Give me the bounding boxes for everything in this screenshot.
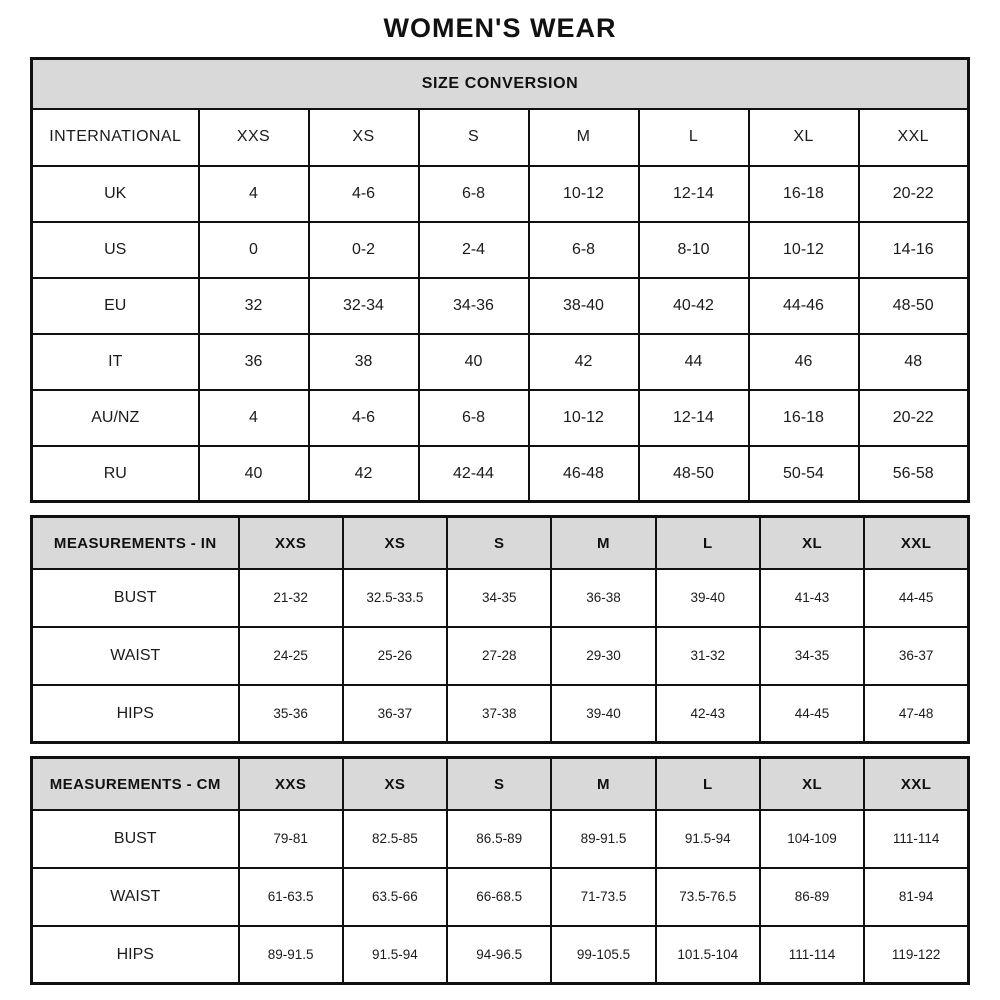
value-cell: 4-6	[309, 390, 419, 446]
value-cell: 34-35	[447, 569, 551, 627]
value-cell: 86.5-89	[447, 810, 551, 868]
value-cell: 86-89	[760, 868, 864, 926]
size-header-cell: XS	[309, 109, 419, 166]
value-cell: 42	[309, 446, 419, 502]
value-cell: 20-22	[859, 166, 969, 222]
page-title: WOMEN'S WEAR	[383, 13, 617, 43]
table-row-it	[32, 334, 969, 390]
size-header-cell: XL	[760, 517, 864, 569]
value-cell: 14-16	[859, 222, 969, 278]
value-cell: 38-40	[529, 278, 639, 334]
value-cell: 94-96.5	[447, 926, 551, 984]
row-label: WAIST	[32, 868, 239, 926]
value-cell: 101.5-104	[656, 926, 760, 984]
size-header-cell: XXL	[864, 517, 968, 569]
size-header-cell: L	[639, 109, 749, 166]
row-label: BUST	[32, 569, 239, 627]
table-band-row	[32, 59, 969, 109]
value-cell: 10-12	[529, 166, 639, 222]
value-cell: 6-8	[419, 390, 529, 446]
measurements-cm-table	[30, 756, 970, 985]
value-cell: 63.5-66	[343, 868, 447, 926]
value-cell: 31-32	[656, 627, 760, 685]
value-cell: 16-18	[749, 390, 859, 446]
measurements-in-header-row	[32, 517, 969, 569]
value-cell: 24-25	[239, 627, 343, 685]
size-header-row	[32, 109, 969, 166]
size-header-cell: L	[656, 517, 760, 569]
value-cell: 99-105.5	[551, 926, 655, 984]
size-conversion-table	[30, 57, 970, 503]
table-row-waist-in	[32, 627, 969, 685]
value-cell: 44-46	[749, 278, 859, 334]
size-header-cell: M	[529, 109, 639, 166]
value-cell: 44	[639, 334, 749, 390]
size-header-cell: S	[447, 758, 551, 810]
size-header-cell: XXS	[199, 109, 309, 166]
value-cell: 48-50	[639, 446, 749, 502]
value-cell: 10-12	[529, 390, 639, 446]
value-cell: 91.5-94	[656, 810, 760, 868]
row-label: UK	[32, 166, 199, 222]
value-cell: 34-36	[419, 278, 529, 334]
value-cell: 36-37	[864, 627, 968, 685]
value-cell: 39-40	[551, 685, 655, 743]
value-cell: 32-34	[309, 278, 419, 334]
value-cell: 46-48	[529, 446, 639, 502]
value-cell: 39-40	[656, 569, 760, 627]
value-cell: 56-58	[859, 446, 969, 502]
value-cell: 46	[749, 334, 859, 390]
value-cell: 0	[199, 222, 309, 278]
row-label: HIPS	[32, 685, 239, 743]
value-cell: 35-36	[239, 685, 343, 743]
value-cell: 61-63.5	[239, 868, 343, 926]
table-row-waist-cm	[32, 868, 969, 926]
row-label: AU/NZ	[32, 390, 199, 446]
table-row-us	[32, 222, 969, 278]
value-cell: 40-42	[639, 278, 749, 334]
value-cell: 81-94	[864, 868, 968, 926]
value-cell: 111-114	[864, 810, 968, 868]
size-header-cell: L	[656, 758, 760, 810]
value-cell: 4-6	[309, 166, 419, 222]
size-header-cell: XXS	[239, 758, 343, 810]
size-header-cell: XL	[760, 758, 864, 810]
table-row-uk	[32, 166, 969, 222]
value-cell: 44-45	[864, 569, 968, 627]
table-row-ru	[32, 446, 969, 502]
value-cell: 4	[199, 166, 309, 222]
row-label: WAIST	[32, 627, 239, 685]
value-cell: 36-37	[343, 685, 447, 743]
value-cell: 32	[199, 278, 309, 334]
value-cell: 44-45	[760, 685, 864, 743]
size-header-cell: XL	[749, 109, 859, 166]
value-cell: 38	[309, 334, 419, 390]
value-cell: 50-54	[749, 446, 859, 502]
value-cell: 25-26	[343, 627, 447, 685]
size-header-cell: XS	[343, 758, 447, 810]
row-label: BUST	[32, 810, 239, 868]
measurements-cm-header-row	[32, 758, 969, 810]
value-cell: 48	[859, 334, 969, 390]
value-cell: 20-22	[859, 390, 969, 446]
value-cell: 89-91.5	[239, 926, 343, 984]
value-cell: 29-30	[551, 627, 655, 685]
table-row-aunz	[32, 390, 969, 446]
value-cell: 71-73.5	[551, 868, 655, 926]
value-cell: 73.5-76.5	[656, 868, 760, 926]
value-cell: 79-81	[239, 810, 343, 868]
size-header-cell: XXL	[859, 109, 969, 166]
corner-label: MEASUREMENTS - CM	[32, 758, 239, 810]
value-cell: 37-38	[447, 685, 551, 743]
value-cell: 10-12	[749, 222, 859, 278]
value-cell: 12-14	[639, 166, 749, 222]
value-cell: 104-109	[760, 810, 864, 868]
value-cell: 66-68.5	[447, 868, 551, 926]
value-cell: 119-122	[864, 926, 968, 984]
size-conversion-header: SIZE CONVERSION	[32, 59, 969, 109]
row-label: EU	[32, 278, 199, 334]
value-cell: 4	[199, 390, 309, 446]
size-header-cell: XXL	[864, 758, 968, 810]
row-label: RU	[32, 446, 199, 502]
value-cell: 40	[199, 446, 309, 502]
value-cell: 91.5-94	[343, 926, 447, 984]
value-cell: 12-14	[639, 390, 749, 446]
table-row-hips-in	[32, 685, 969, 743]
value-cell: 0-2	[309, 222, 419, 278]
value-cell: 21-32	[239, 569, 343, 627]
corner-label: MEASUREMENTS - IN	[32, 517, 239, 569]
table-row-bust-cm	[32, 810, 969, 868]
value-cell: 42-43	[656, 685, 760, 743]
value-cell: 40	[419, 334, 529, 390]
value-cell: 27-28	[447, 627, 551, 685]
value-cell: 16-18	[749, 166, 859, 222]
row-label: US	[32, 222, 199, 278]
table-row-hips-cm	[32, 926, 969, 984]
row-label: HIPS	[32, 926, 239, 984]
table-row-bust-in	[32, 569, 969, 627]
value-cell: 6-8	[529, 222, 639, 278]
value-cell: 6-8	[419, 166, 529, 222]
value-cell: 8-10	[639, 222, 749, 278]
size-header-cell: M	[551, 517, 655, 569]
value-cell: 42-44	[419, 446, 529, 502]
size-header-cell: M	[551, 758, 655, 810]
value-cell: 34-35	[760, 627, 864, 685]
value-cell: 32.5-33.5	[343, 569, 447, 627]
value-cell: 2-4	[419, 222, 529, 278]
value-cell: 82.5-85	[343, 810, 447, 868]
size-header-cell: XS	[343, 517, 447, 569]
value-cell: 41-43	[760, 569, 864, 627]
value-cell: 36	[199, 334, 309, 390]
row-label: IT	[32, 334, 199, 390]
size-header-cell: XXS	[239, 517, 343, 569]
value-cell: 48-50	[859, 278, 969, 334]
size-header-cell: S	[419, 109, 529, 166]
value-cell: 111-114	[760, 926, 864, 984]
value-cell: 89-91.5	[551, 810, 655, 868]
value-cell: 36-38	[551, 569, 655, 627]
measurements-in-table	[30, 515, 970, 744]
value-cell: 47-48	[864, 685, 968, 743]
value-cell: 42	[529, 334, 639, 390]
table-row-eu	[32, 278, 969, 334]
size-header-cell: S	[447, 517, 551, 569]
corner-label: INTERNATIONAL	[32, 109, 199, 166]
